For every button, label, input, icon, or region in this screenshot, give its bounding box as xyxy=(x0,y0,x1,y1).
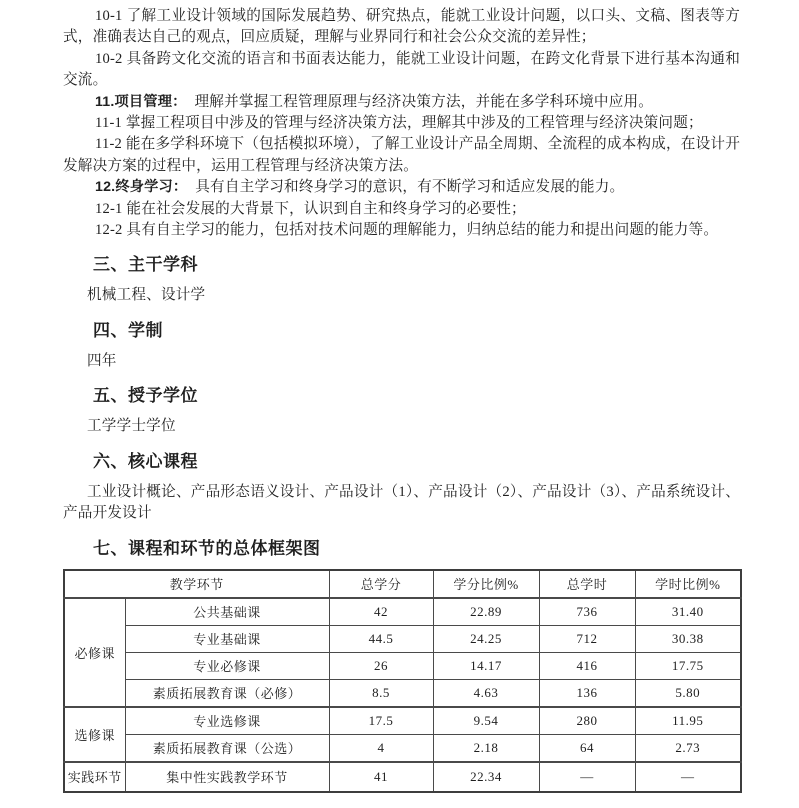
row-group-label-practice: 实践环节 xyxy=(64,762,125,792)
cell-hour-percent: 17.75 xyxy=(635,652,741,679)
section-body-degree: 工学学士学位 xyxy=(87,418,176,435)
cell-course-type: 公共基础课 xyxy=(125,598,329,626)
paragraph-text: 10-1 了解工业设计领域的国际发展趋势、研究热点，能就工业设计问题，以口头、文稿、图表等方式，准确表达自己的观点，回应质疑，理解与业界同行和社会公众交流的差异性； xyxy=(63,8,740,46)
cell-course-type: 专业基础课 xyxy=(125,625,329,652)
cell-credit-percent: 2.18 xyxy=(433,734,539,762)
table-row xyxy=(64,679,741,707)
section-heading-degree: 五、授予学位 xyxy=(93,386,198,406)
body-paragraph xyxy=(63,199,740,220)
cell-hours: 280 xyxy=(539,707,635,735)
cell-course-type: 集中性实践教学环节 xyxy=(125,762,329,792)
col-header-teaching-segment: 教学环节 xyxy=(64,570,329,598)
section-heading-duration: 四、学制 xyxy=(93,320,163,340)
col-header-credit-percent: 学分比例% xyxy=(433,570,539,598)
cell-hours: 136 xyxy=(539,679,635,707)
table-row xyxy=(64,707,741,735)
table-row xyxy=(64,734,741,762)
cell-credits: 4 xyxy=(329,734,433,762)
paragraph-text: 具有自主学习和终身学习的意识，有不断学习和适应发展的能力。 xyxy=(195,179,625,196)
cell-hours: 64 xyxy=(539,734,635,762)
paragraph-text: 11-1 掌握工程项目中涉及的管理与经济决策方法，理解其中涉及的工程管理与经济决策问题； xyxy=(95,115,703,132)
paragraph-bold-lead: 12.终身学习： xyxy=(95,179,188,196)
paragraph-text: 11-2 能在多学科环境下（包括模拟环境），了解工业设计产品全周期、全流程的成本构成，在设计开发解决方案的过程中，运用工程管理与经济决策方法。 xyxy=(63,136,740,174)
section-heading-core-courses: 六、核心课程 xyxy=(93,451,198,471)
body-paragraph xyxy=(63,49,740,92)
cell-credits: 17.5 xyxy=(329,707,433,735)
cell-credits: 26 xyxy=(329,652,433,679)
table-row xyxy=(64,762,741,792)
cell-course-type: 专业必修课 xyxy=(125,652,329,679)
paragraph-text: 12-2 具有自主学习的能力，包括对技术问题的理解能力，归纳总结的能力和提出问题的能力等。 xyxy=(95,222,719,239)
section-heading-framework: 七、课程和环节的总体框架图 xyxy=(93,538,321,558)
cell-credits: 44.5 xyxy=(329,625,433,652)
cell-credit-percent: 22.34 xyxy=(433,762,539,792)
cell-credit-percent: 4.63 xyxy=(433,679,539,707)
cell-hour-percent: 5.80 xyxy=(635,679,741,707)
table-row xyxy=(64,625,741,652)
body-paragraph xyxy=(63,113,740,134)
section-body-main-disciplines: 机械工程、设计学 xyxy=(87,287,206,304)
cell-credit-percent: 14.17 xyxy=(433,652,539,679)
cell-hour-percent: — xyxy=(635,762,741,792)
cell-credit-percent: 9.54 xyxy=(433,707,539,735)
table-row xyxy=(64,652,741,679)
cell-credit-percent: 22.89 xyxy=(433,598,539,626)
cell-hours: — xyxy=(539,762,635,792)
paragraph-bold-lead: 11.项目管理： xyxy=(95,93,187,110)
cell-course-type: 专业选修课 xyxy=(125,707,329,735)
cell-hour-percent: 11.95 xyxy=(635,707,741,735)
cell-course-type: 素质拓展教育课（必修） xyxy=(125,679,329,707)
body-paragraph xyxy=(63,177,740,198)
col-header-total-hours: 总学时 xyxy=(539,570,635,598)
body-paragraph xyxy=(63,92,740,113)
cell-hours: 416 xyxy=(539,652,635,679)
paragraph-text: 10-2 具备跨文化交流的语言和书面表达能力，能就工业设计问题，在跨文化背景下进行基本沟通和交流。 xyxy=(63,50,740,89)
section-body-duration: 四年 xyxy=(87,352,117,369)
cell-course-type: 素质拓展教育课（公选） xyxy=(125,734,329,762)
cell-credits: 41 xyxy=(329,762,433,792)
cell-hour-percent: 2.73 xyxy=(635,734,741,762)
table-row xyxy=(64,598,741,626)
row-group-label-elective: 选修课 xyxy=(64,707,125,762)
col-header-hour-percent: 学时比例% xyxy=(635,570,741,598)
cell-credits: 42 xyxy=(329,598,433,626)
cell-hour-percent: 30.38 xyxy=(635,625,741,652)
row-group-label-required: 必修课 xyxy=(64,598,125,707)
cell-hour-percent: 31.40 xyxy=(635,598,741,626)
cell-hours: 712 xyxy=(539,625,635,652)
section-body-core-courses: 工业设计概论、产品形态语义设计、产品设计（1）、产品设计（2）、产品设计（3）、产品系统设计、产品开发设计 xyxy=(63,483,740,522)
body-paragraph xyxy=(63,220,740,241)
curriculum-summary-table xyxy=(63,569,742,793)
paragraph-text: 12-1 能在社会发展的大背景下，认识到自主和终身学习的必要性； xyxy=(95,200,526,217)
cell-hours: 736 xyxy=(539,598,635,626)
section-heading-main-disciplines: 三、主干学科 xyxy=(93,255,198,275)
cell-credits: 8.5 xyxy=(329,679,433,707)
body-paragraph xyxy=(63,134,740,177)
col-header-total-credits: 总学分 xyxy=(329,570,433,598)
paragraph-text: 理解并掌握工程管理原理与经济决策方法，并能在多学科环境中应用。 xyxy=(194,93,654,110)
body-paragraph xyxy=(63,6,740,49)
table-header-row xyxy=(64,570,741,598)
cell-credit-percent: 24.25 xyxy=(433,625,539,652)
